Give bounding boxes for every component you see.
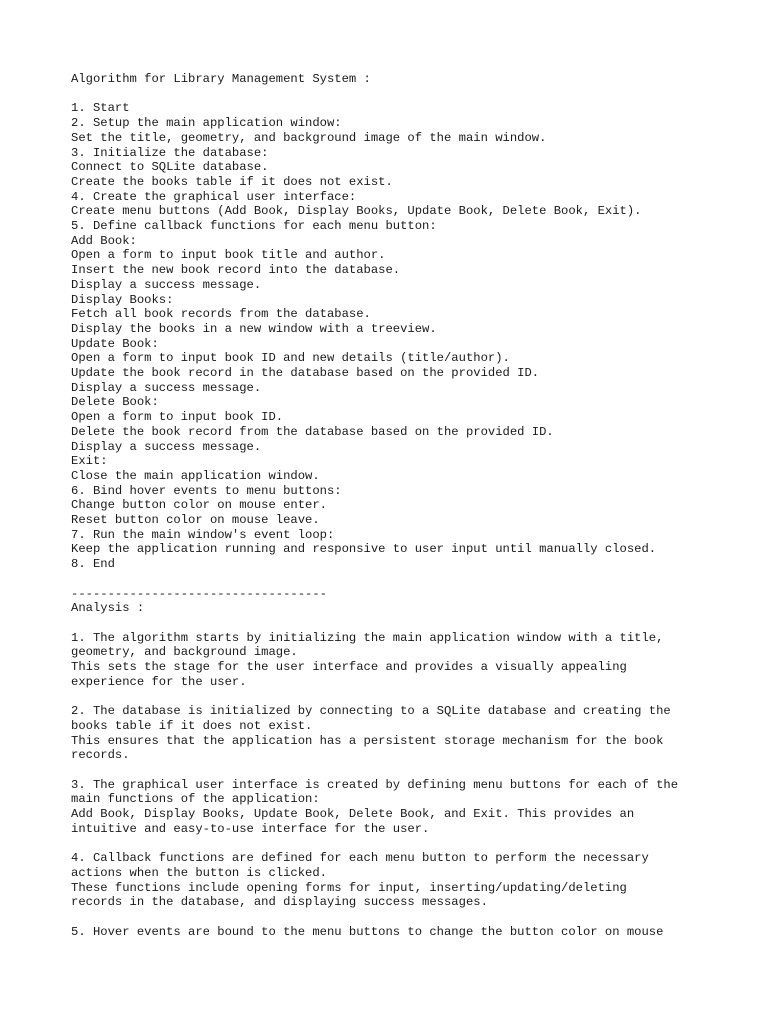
analysis-paragraph xyxy=(71,704,731,763)
analysis-line: 2. The database is initialized by connecting to a SQLite database and creating the xyxy=(71,704,671,719)
algorithm-line: Display a success message. xyxy=(71,277,262,292)
analysis-line: Add Book, Display Books, Update Book, Delete Book, and Exit. This provides an xyxy=(71,807,635,822)
algorithm-line: Display a success message. xyxy=(71,439,262,454)
algorithm-line: Reset button color on mouse leave. xyxy=(71,513,320,528)
algorithm-line: 1. Start xyxy=(71,101,130,116)
algorithm-line: Delete Book: xyxy=(71,395,159,410)
algorithm-line: Open a form to input book ID. xyxy=(71,410,284,425)
spacer xyxy=(71,836,731,851)
analysis-line: main functions of the application: xyxy=(71,792,320,807)
analysis-paragraph xyxy=(71,778,731,837)
analysis-line: These functions include opening forms for input, inserting/updating/deleting xyxy=(71,880,627,895)
document-page xyxy=(71,72,731,939)
algorithm-line: Display the books in a new window with a treeview. xyxy=(71,321,437,336)
analysis-line: This sets the stage for the user interface and provides a visually appealing xyxy=(71,660,627,675)
algorithm-line: Insert the new book record into the database. xyxy=(71,263,401,278)
algorithm-line: Connect to SQLite database. xyxy=(71,160,269,175)
algorithm-line: Display a success message. xyxy=(71,380,262,395)
algorithm-line: Keep the application running and responsive to user input until manually closed. xyxy=(71,542,657,557)
analysis-line: 1. The algorithm starts by initializing the main application window with a title, xyxy=(71,630,664,645)
algorithm-line: Close the main application window. xyxy=(71,468,320,483)
spacer xyxy=(71,87,731,102)
analysis-line: This ensures that the application has a persistent storage mechanism for the book xyxy=(71,733,664,748)
spacer xyxy=(71,616,731,631)
analysis-line: records in the database, and displaying success messages. xyxy=(71,895,488,910)
algorithm-line: Open a form to input book ID and new details (title/author). xyxy=(71,351,510,366)
algorithm-line: Delete the book record from the database based on the provided ID. xyxy=(71,424,554,439)
algorithm-line: Set the title, geometry, and background image of the main window. xyxy=(71,130,547,145)
analysis-line: 4. Callback functions are defined for each menu button to perform the necessary xyxy=(71,851,649,866)
algorithm-line: Exit: xyxy=(71,454,108,469)
algorithm-line: 6. Bind hover events to menu buttons: xyxy=(71,483,342,498)
algorithm-line: 3. Initialize the database: xyxy=(71,145,269,160)
analysis-line: experience for the user. xyxy=(71,674,247,689)
spacer xyxy=(71,689,731,704)
algorithm-line: 7. Run the main window's event loop: xyxy=(71,527,335,542)
algorithm-line: 5. Define callback functions for each menu button: xyxy=(71,219,437,234)
spacer xyxy=(71,763,731,778)
spacer xyxy=(71,910,731,925)
analysis-line: actions when the button is clicked. xyxy=(71,865,327,880)
algorithm-line: Fetch all book records from the database. xyxy=(71,307,371,322)
algorithm-line: 4. Create the graphical user interface: xyxy=(71,189,357,204)
algorithm-line: Create the books table if it does not exist. xyxy=(71,174,393,189)
document-title: Algorithm for Library Management System : xyxy=(71,72,371,86)
analysis-heading: Analysis : xyxy=(71,601,145,616)
algorithm-line: 8. End xyxy=(71,557,115,572)
analysis-line: 5. Hover events are bound to the menu buttons to change the button color on mouse xyxy=(71,924,664,939)
algorithm-line: Create menu buttons (Add Book, Display Books, Update Book, Delete Book, Exit). xyxy=(71,204,642,219)
algorithm-line: Update Book: xyxy=(71,336,159,351)
algorithm-line: Add Book: xyxy=(71,233,137,248)
algorithm-line: Update the book record in the database based on the provided ID. xyxy=(71,366,540,381)
analysis-line: 3. The graphical user interface is created by defining menu buttons for each of the xyxy=(71,777,679,792)
analysis-line: intuitive and easy-to-use interface for the user. xyxy=(71,821,430,836)
analysis-line: books table if it does not exist. xyxy=(71,718,313,733)
algorithm-line: Display Books: xyxy=(71,292,174,307)
algorithm-line: 2. Setup the main application window: xyxy=(71,116,342,131)
algorithm-steps xyxy=(71,101,731,572)
analysis-line: records. xyxy=(71,748,130,763)
algorithm-line: Change button color on mouse enter. xyxy=(71,498,327,513)
section-divider: ----------------------------------- xyxy=(71,586,327,601)
analysis-paragraph xyxy=(71,925,731,940)
algorithm-line: Open a form to input book title and author. xyxy=(71,248,386,263)
analysis-line: geometry, and background image. xyxy=(71,645,298,660)
analysis-paragraph xyxy=(71,851,731,910)
spacer xyxy=(71,572,731,587)
analysis-paragraph xyxy=(71,631,731,690)
